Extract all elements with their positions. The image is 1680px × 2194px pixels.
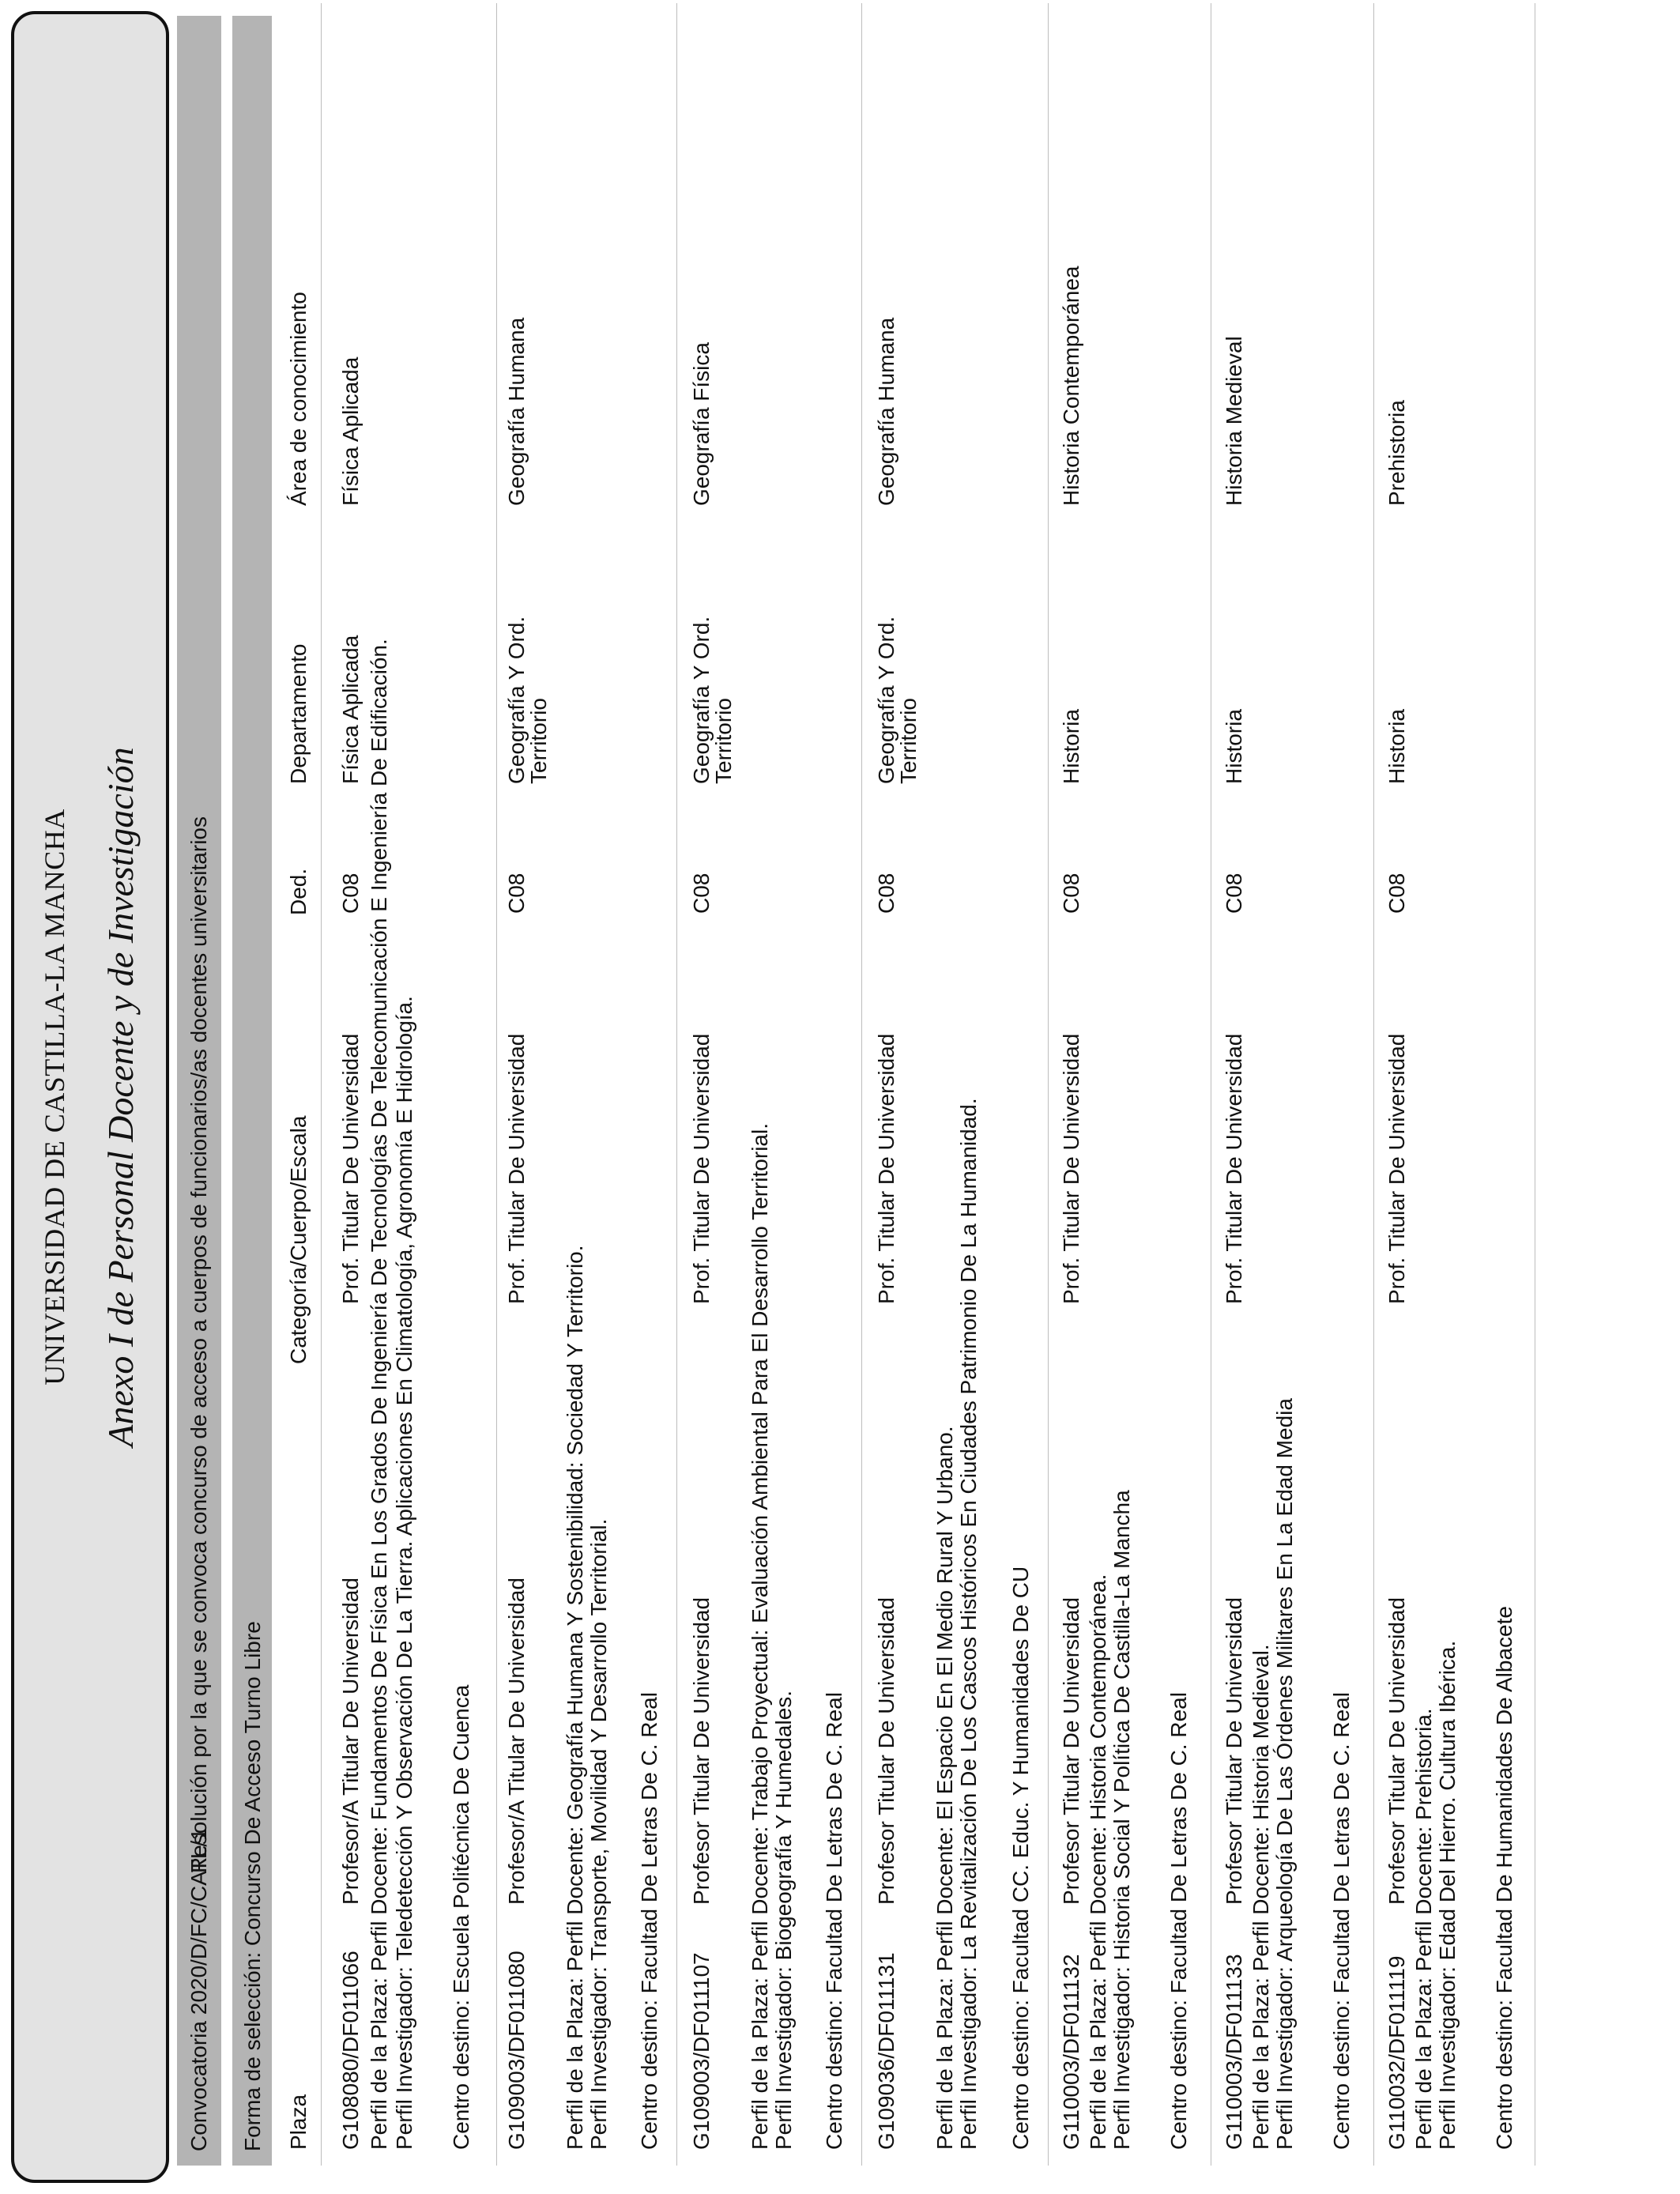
header-box <box>11 11 169 2183</box>
plaza-code: G109003/DF011080 <box>504 1951 529 2150</box>
plaza-code: G108080/DF011066 <box>338 1951 363 2150</box>
categoria-value: Prof. Titular De Universidad <box>1059 1033 1083 1304</box>
perfil-line: Perfil de la Plaza: Perfil Docente: El Espacio En El Medio Rural Y Urbano. <box>932 1426 957 2150</box>
area-value: Geografía Humana <box>874 317 898 506</box>
perfil-line: Perfil de la Plaza: Perfil Docente: Fundamentos De Física En Los Grados De Ingeniería De Tecnologías De Telecomunicación E Ingeniería De Edificación. <box>367 639 391 2150</box>
perfil-line: Perfil Investigador: Transporte, Movilidad Y Desarrollo Territorial. <box>586 1518 611 2150</box>
plaza-name: Profesor Titular De Universidad <box>874 1596 898 1905</box>
categoria-value: Prof. Titular De Universidad <box>874 1033 898 1304</box>
column-header-area: Área de conocimiento <box>286 292 311 506</box>
categoria-value: Prof. Titular De Universidad <box>1222 1033 1246 1304</box>
area-value: Prehistoria <box>1384 400 1409 506</box>
area-value: Historia Contemporánea <box>1059 266 1083 506</box>
departamento-value: Territorio <box>526 698 551 784</box>
departamento-value: Física Aplicada <box>338 635 363 784</box>
separator <box>321 3 322 2166</box>
plaza-name: Profesor Titular De Universidad <box>1384 1596 1409 1905</box>
plaza-code: G110003/DF011132 <box>1059 1954 1083 2150</box>
perfil-line: Perfil de la Plaza: Perfil Docente: Trabajo Proyectual: Evaluación Ambiental Para El Desarrollo Territorial. <box>748 1123 772 2150</box>
centro-destino: Centro destino: Facultad De Letras De C. Real <box>1166 1692 1191 2150</box>
centro-destino: Centro destino: Facultad De Letras De C. Real <box>822 1692 846 2150</box>
centro-destino: Centro destino: Facultad De Humanidades De Albacete <box>1492 1606 1516 2150</box>
centro-destino: Centro destino: Facultad De Letras De C. Real <box>637 1692 661 2150</box>
perfil-line: Perfil de la Plaza: Perfil Docente: Historia Contemporánea. <box>1086 1574 1110 2150</box>
separator <box>676 3 677 2166</box>
column-header-ded: Ded. <box>286 868 311 915</box>
ded-value: C08 <box>1222 873 1246 914</box>
ded-value: C08 <box>874 873 898 914</box>
convocatoria-bar <box>177 16 221 2166</box>
plaza-name: Profesor Titular De Universidad <box>1059 1596 1083 1905</box>
perfil-line: Perfil Investigador: Biogeografía Y Humedales. <box>771 1690 796 2150</box>
centro-destino: Centro destino: Escuela Politécnica De Cuenca <box>449 1684 473 2150</box>
centro-destino: Centro destino: Facultad CC. Educ. Y Humanidades De CU <box>1008 1566 1033 2150</box>
perfil-line: Perfil Investigador: Historia Social Y Política De Castilla-La Mancha <box>1109 1490 1134 2150</box>
plaza-code: G110032/DF011119 <box>1384 1955 1409 2150</box>
separator <box>496 3 497 2166</box>
perfil-line: Perfil Investigador: Teledetección Y Observación De La Tierra. Aplicaciones En Climatología, Agronomía E Hidrología. <box>392 996 416 2150</box>
plaza-code: G109003/DF011107 <box>689 1952 714 2150</box>
categoria-value: Prof. Titular De Universidad <box>1384 1033 1409 1304</box>
university-name: UNIVERSIDAD DE CASTILLA-LA MANCHA <box>39 809 70 1385</box>
area-value: Geografía Humana <box>504 317 529 506</box>
resolution-text: Resolución por la que se convoca concurso de acceso a cuerpos de funcionarios/as docentes universitarios <box>186 816 211 1873</box>
area-value: Historia Medieval <box>1222 336 1246 506</box>
perfil-line: Perfil Investigador: La Revitalización De Los Cascos Históricos En Ciudades Patrimonio De La Humanidad. <box>956 1098 981 2150</box>
ded-value: C08 <box>1059 873 1083 914</box>
departamento-value: Geografía Y Ord. <box>689 616 714 784</box>
departamento-value: Geografía Y Ord. <box>504 616 529 784</box>
plaza-name: Profesor Titular De Universidad <box>689 1596 714 1905</box>
perfil-line: Perfil de la Plaza: Perfil Docente: Historia Medieval. <box>1249 1644 1273 2150</box>
ded-value: C08 <box>504 873 529 914</box>
ded-value: C08 <box>338 873 363 914</box>
perfil-line: Perfil de la Plaza: Perfil Docente: Geografía Humana Y Sostenibilidad: Sociedad Y Territorio. <box>563 1245 587 2150</box>
area-value: Geografía Física <box>689 342 714 506</box>
departamento-value: Geografía Y Ord. <box>874 616 898 784</box>
plaza-name: Profesor/A Titular De Universidad <box>338 1578 363 1905</box>
departamento-value: Territorio <box>711 698 736 784</box>
plaza-name: Profesor/A Titular De Universidad <box>504 1578 529 1905</box>
categoria-value: Prof. Titular De Universidad <box>689 1033 714 1304</box>
departamento-value: Historia <box>1059 709 1083 784</box>
categoria-value: Prof. Titular De Universidad <box>504 1033 529 1304</box>
departamento-value: Territorio <box>896 698 921 784</box>
forma-seleccion-text: Forma de selección: Concurso De Acceso Turno Libre <box>240 1621 265 2151</box>
annex-title: Anexo I de Personal Docente y de Investigación <box>100 747 141 1447</box>
forma-seleccion-bar <box>232 16 272 2166</box>
plaza-name: Profesor Titular De Universidad <box>1222 1596 1246 1905</box>
ded-value: C08 <box>689 873 714 914</box>
centro-destino: Centro destino: Facultad De Letras De C. Real <box>1329 1692 1354 2150</box>
separator <box>1048 3 1049 2166</box>
plaza-code: G110003/DF011133 <box>1222 1954 1246 2150</box>
column-header-categoria: Categoría/Cuerpo/Escala <box>286 1115 311 1364</box>
separator <box>1373 3 1374 2166</box>
perfil-line: Perfil Investigador: Edad Del Hierro. Cultura Ibérica. <box>1435 1640 1460 2150</box>
separator <box>861 3 862 2166</box>
departamento-value: Historia <box>1384 709 1409 784</box>
area-value: Física Aplicada <box>338 356 363 506</box>
ded-value: C08 <box>1384 873 1409 914</box>
plaza-code: G109036/DF011131 <box>874 1952 898 2150</box>
convocatoria-code: Convocatoria 2020/D/FC/CATL/1 <box>186 1828 211 2151</box>
column-header-departamento: Departamento <box>286 643 311 784</box>
perfil-line: Perfil Investigador: Arqueología De Las Órdenes Militares En La Edad Media <box>1272 1398 1297 2150</box>
column-header-plaza: Plaza <box>286 2094 311 2150</box>
departamento-value: Historia <box>1222 709 1246 784</box>
categoria-value: Prof. Titular De Universidad <box>338 1033 363 1304</box>
perfil-line: Perfil de la Plaza: Perfil Docente: Prehistoria. <box>1411 1708 1436 2150</box>
